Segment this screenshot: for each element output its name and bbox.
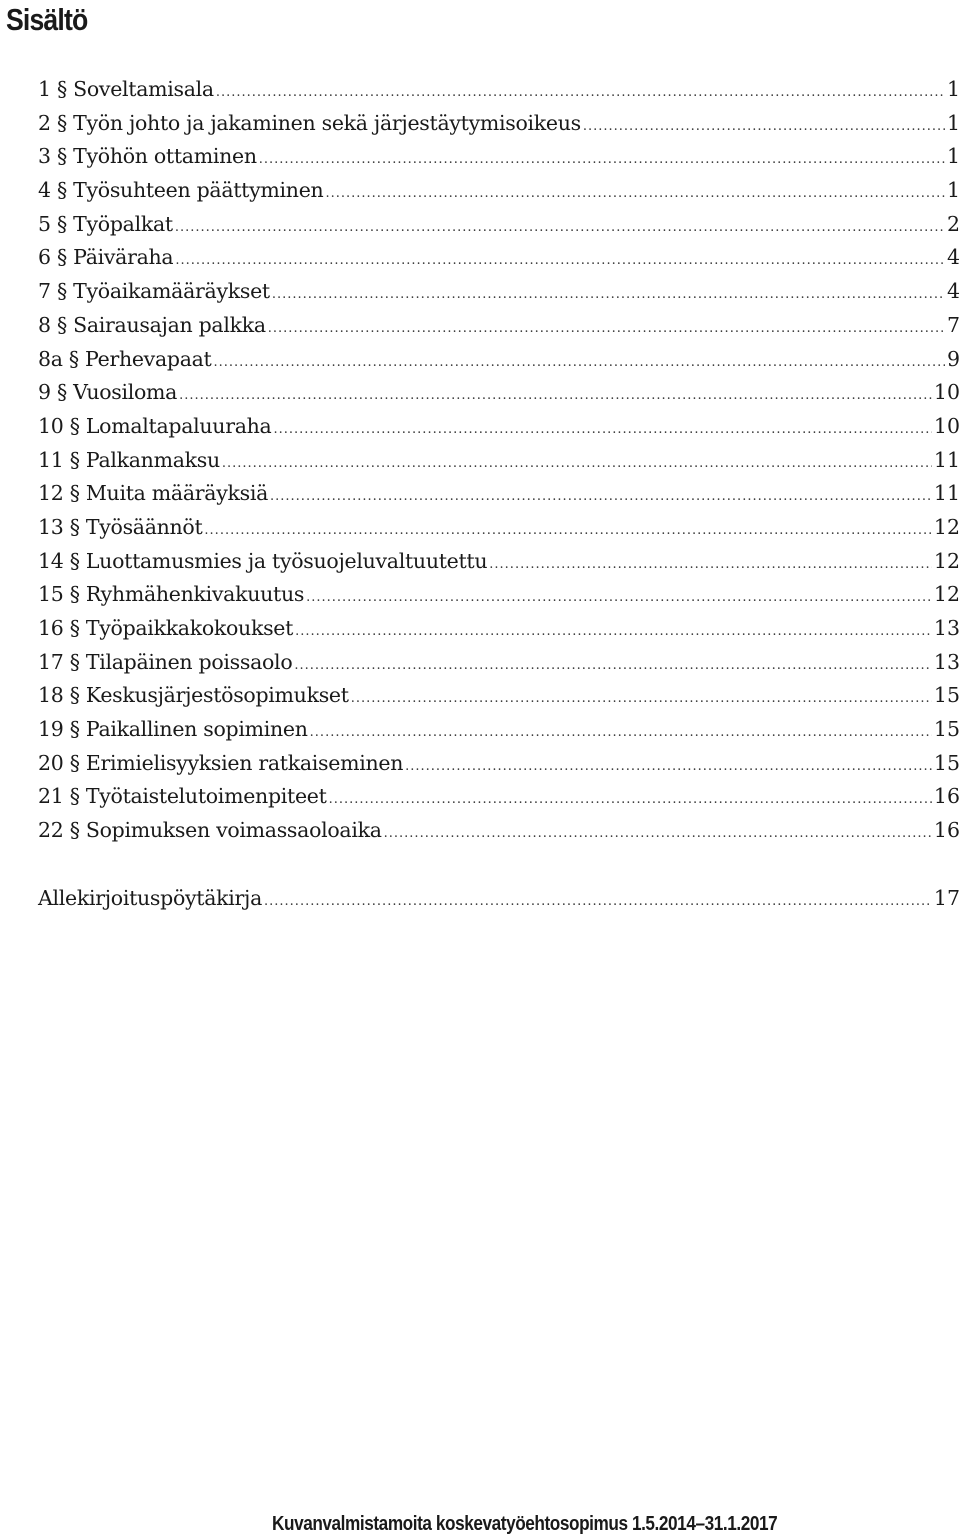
- toc-dot-leader: [216, 76, 945, 110]
- toc-entry[interactable]: [38, 882, 960, 916]
- table-of-contents: [38, 73, 960, 915]
- toc-entry-label: 17 § Tilapäinen poissaolo: [38, 649, 293, 674]
- toc-entry-label: 19 § Paikallinen sopiminen: [38, 717, 308, 742]
- toc-entry-label: 10 § Lomaltapaluuraha: [38, 413, 272, 438]
- toc-entry-label: 1 § Soveltamisala: [38, 77, 214, 101]
- toc-entry[interactable]: [38, 646, 960, 680]
- toc-entry-page-number: 17: [933, 885, 960, 910]
- toc-dot-leader: [175, 211, 945, 245]
- toc-entry-page-number: 11: [933, 447, 960, 472]
- toc-dot-leader: [204, 514, 931, 548]
- toc-entry[interactable]: [38, 747, 960, 781]
- toc-dot-leader: [222, 447, 932, 481]
- toc-entry-page-number: 2: [946, 211, 960, 236]
- toc-entry-label: 11 § Palkanmaksu: [38, 447, 220, 472]
- toc-entry-label: 8a § Perhevapaat: [38, 346, 212, 371]
- toc-dot-leader: [259, 143, 945, 177]
- toc-entry[interactable]: [38, 578, 960, 612]
- toc-entry[interactable]: [38, 612, 960, 646]
- toc-entry-page-number: 13: [933, 616, 960, 640]
- toc-entry-page-number: 1: [946, 110, 960, 135]
- toc-entry-label: 16 § Työpaikkakokoukset: [38, 616, 294, 640]
- toc-entry-label: 20 § Erimielisyyksien ratkaiseminen: [38, 750, 404, 775]
- toc-dot-leader: [329, 783, 932, 817]
- toc-entry-label: 14 § Luottamusmies ja työsuojeluvaltuutettu: [38, 548, 488, 573]
- toc-entry[interactable]: [38, 780, 960, 814]
- toc-dot-leader: [268, 312, 945, 346]
- toc-dot-leader: [214, 346, 945, 380]
- toc-dot-leader: [351, 682, 932, 716]
- toc-dot-leader: [294, 649, 932, 683]
- toc-entry[interactable]: [38, 174, 960, 208]
- toc-dot-leader: [179, 379, 932, 413]
- toc-entry-page-number: 4: [946, 245, 960, 270]
- toc-entry-label: 7 § Työaikamääräykset: [38, 279, 270, 304]
- toc-entry[interactable]: [38, 208, 960, 242]
- toc-entry-page-number: 4: [946, 279, 960, 304]
- toc-entry[interactable]: [38, 140, 960, 174]
- toc-entry-page-number: 15: [933, 717, 960, 742]
- toc-entry-page-number: 10: [933, 380, 960, 405]
- page-footer: Kuvanvalmistamoita koskevatyöehtosopimus 1.5.2014–31.1.2017: [272, 1513, 778, 1535]
- toc-entry-page-number: 15: [933, 683, 960, 708]
- toc-entry-label: 21 § Työtaistelutoimenpiteet: [38, 784, 327, 809]
- toc-dot-leader: [306, 581, 932, 615]
- toc-entry[interactable]: [38, 545, 960, 579]
- toc-entry-label: 12 § Muita määräyksiä: [38, 481, 269, 506]
- toc-entry[interactable]: [38, 343, 960, 377]
- toc-entry-label: 18 § Keskusjärjestösopimukset: [38, 683, 349, 708]
- toc-dot-leader: [272, 278, 945, 312]
- toc-dot-leader: [583, 110, 945, 144]
- toc-entry-label: 6 § Päiväraha: [38, 245, 174, 270]
- toc-entry[interactable]: [38, 410, 960, 444]
- toc-dot-leader: [384, 817, 932, 851]
- toc-entry[interactable]: [38, 511, 960, 545]
- toc-dot-leader: [273, 413, 931, 447]
- toc-entry-label: Allekirjoituspöytäkirja: [38, 885, 263, 910]
- toc-entry-page-number: 12: [933, 514, 960, 539]
- toc-entry-label: 4 § Työsuhteen päättyminen: [38, 178, 324, 203]
- toc-entry-label: 8 § Sairausajan palkka: [38, 312, 266, 337]
- toc-entry[interactable]: [38, 814, 960, 848]
- toc-entry[interactable]: [38, 107, 960, 141]
- toc-entry-page-number: 7: [946, 312, 960, 337]
- toc-entry-label: 13 § Työsäännöt: [38, 514, 203, 539]
- toc-entry-page-number: 10: [933, 413, 960, 438]
- toc-entry-page-number: 12: [933, 582, 960, 607]
- toc-entry-label: 9 § Vuosiloma: [38, 380, 178, 405]
- toc-entry-label: 2 § Työn johto ja jakaminen sekä järjestäytymisoikeus: [38, 110, 581, 135]
- toc-entry-page-number: 13: [933, 649, 960, 674]
- toc-dot-leader: [264, 885, 932, 919]
- toc-entry[interactable]: [38, 73, 960, 107]
- toc-entry[interactable]: [38, 713, 960, 747]
- toc-dot-leader: [325, 177, 945, 211]
- toc-dot-leader: [295, 615, 932, 649]
- toc-entry-label: 22 § Sopimuksen voimassaoloaika: [38, 818, 382, 843]
- toc-entry[interactable]: [38, 444, 960, 478]
- toc-entry-label: 15 § Ryhmähenkivakuutus: [38, 582, 305, 607]
- toc-entry[interactable]: [38, 477, 960, 511]
- toc-entry[interactable]: [38, 241, 960, 275]
- toc-entry-label: 3 § Työhön ottaminen: [38, 144, 257, 169]
- toc-entry-page-number: 16: [933, 784, 960, 809]
- toc-entry[interactable]: [38, 679, 960, 713]
- toc-entry-label: 5 § Työpalkat: [38, 211, 173, 236]
- toc-entry[interactable]: [38, 376, 960, 410]
- toc-entry[interactable]: [38, 309, 960, 343]
- toc-dot-leader: [405, 750, 932, 784]
- toc-entry-page-number: 1: [946, 144, 960, 169]
- toc-entry[interactable]: [38, 275, 960, 309]
- toc-entry-page-number: 15: [933, 750, 960, 775]
- toc-dot-leader: [270, 480, 932, 514]
- toc-dot-leader: [310, 716, 932, 750]
- toc-entry-page-number: 12: [933, 548, 960, 573]
- toc-entry-page-number: 1: [946, 178, 960, 203]
- toc-entry-page-number: 16: [933, 818, 960, 843]
- toc-dot-leader: [489, 548, 932, 582]
- toc-entry-page-number: 1: [946, 77, 960, 101]
- toc-entry-page-number: 9: [946, 346, 960, 371]
- page-title: Sisältö: [6, 2, 88, 37]
- toc-dot-leader: [175, 244, 945, 278]
- toc-entry-page-number: 11: [933, 481, 960, 506]
